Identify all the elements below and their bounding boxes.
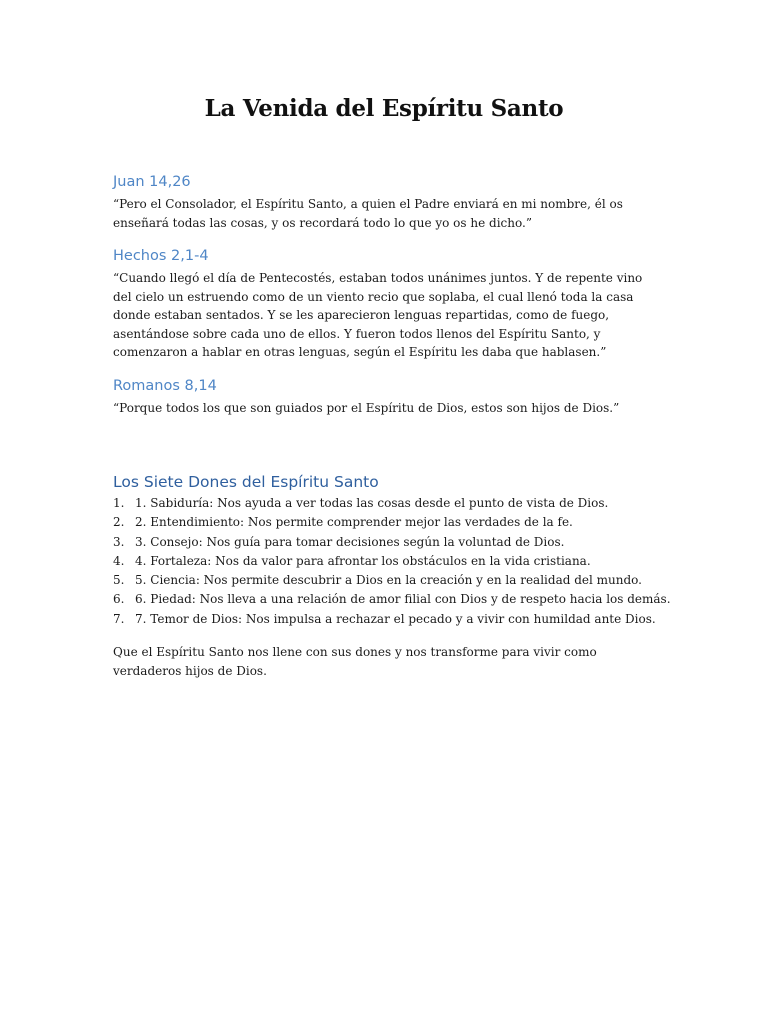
list-item: [113, 552, 658, 571]
passage-text: “Porque todos los que son guiados por el Espíritu de Dios, estos son hijos de Dios.”: [113, 400, 620, 415]
closing-paragraph: Que el Espíritu Santo nos llene con sus dones y nos transforme para vivir como verdaderos hijos de Dios.: [113, 645, 597, 679]
list-number: 4.: [113, 553, 125, 568]
list-item-text: 5. Ciencia: Nos permite descubrir a Dios en la creación y en la realidad del mundo.: [135, 573, 642, 588]
list-item: [113, 533, 658, 552]
document-body: [113, 171, 671, 681]
list-item: [113, 513, 658, 532]
list-item-text: 3. Consejo: Nos guía para tomar decisiones según la voluntad de Dios.: [135, 534, 565, 549]
passage-hechos: [113, 245, 658, 362]
gifts-heading: Los Siete Dones del Espíritu Santo: [113, 473, 379, 491]
document-title: La Venida del Espíritu Santo: [204, 95, 564, 122]
list-item: [113, 610, 658, 629]
passage-reference: Romanos 8,14: [113, 377, 217, 394]
list-item-text: 1. Sabiduría: Nos ayuda a ver todas las cosas desde el punto de vista de Dios.: [135, 496, 609, 510]
passage-text: “Pero el Consolador, el Espíritu Santo, a quien el Padre enviará en mi nombre, él os enseñará todas las cosas, y os recordará todo lo que yo os he dicho.”: [113, 197, 623, 230]
list-item: [113, 571, 658, 590]
list-item-text: 6. Piedad: Nos lleva a una relación de amor filial con Dios y de respeto hacia los demás.: [135, 592, 671, 607]
list-number: 7.: [113, 611, 125, 626]
list-item-text: 2. Entendimiento: Nos permite comprender mejor las verdades de la fe.: [135, 515, 573, 530]
gifts-list: [113, 494, 671, 629]
list-number: 1.: [113, 496, 125, 510]
passage-romanos: [113, 375, 658, 418]
list-number: 5.: [113, 573, 125, 588]
list-number: 2.: [113, 515, 125, 530]
passage-reference: Juan 14,26: [113, 174, 191, 190]
list-item-text: 7. Temor de Dios: Nos impulsa a rechazar el pecado y a vivir con humildad ante Dios.: [135, 611, 656, 626]
list-number: 3.: [113, 534, 125, 549]
list-item: [113, 590, 671, 609]
list-number: 6.: [113, 592, 125, 607]
list-item: [113, 494, 658, 513]
passage-text: “Cuando llegó el día de Pentecostés, estaban todos unánimes juntos. Y de repente vino del cielo un estruendo como de un viento recio que soplaba, el cual llenó toda la casa donde estaban sentados. Y se les aparecieron lenguas repartidas, como de fuego, asentándose sobre cada uno de ellos. Y fueron todos llenos del Espíritu Santo, y comenzaron a hablar en otras lenguas, según el Espíritu les daba que hablasen.”: [113, 271, 643, 359]
passage-reference: Hechos 2,1-4: [113, 248, 209, 264]
list-item-text: 4. Fortaleza: Nos da valor para afrontar los obstáculos en la vida cristiana.: [135, 553, 591, 568]
passage-juan: [113, 171, 658, 232]
